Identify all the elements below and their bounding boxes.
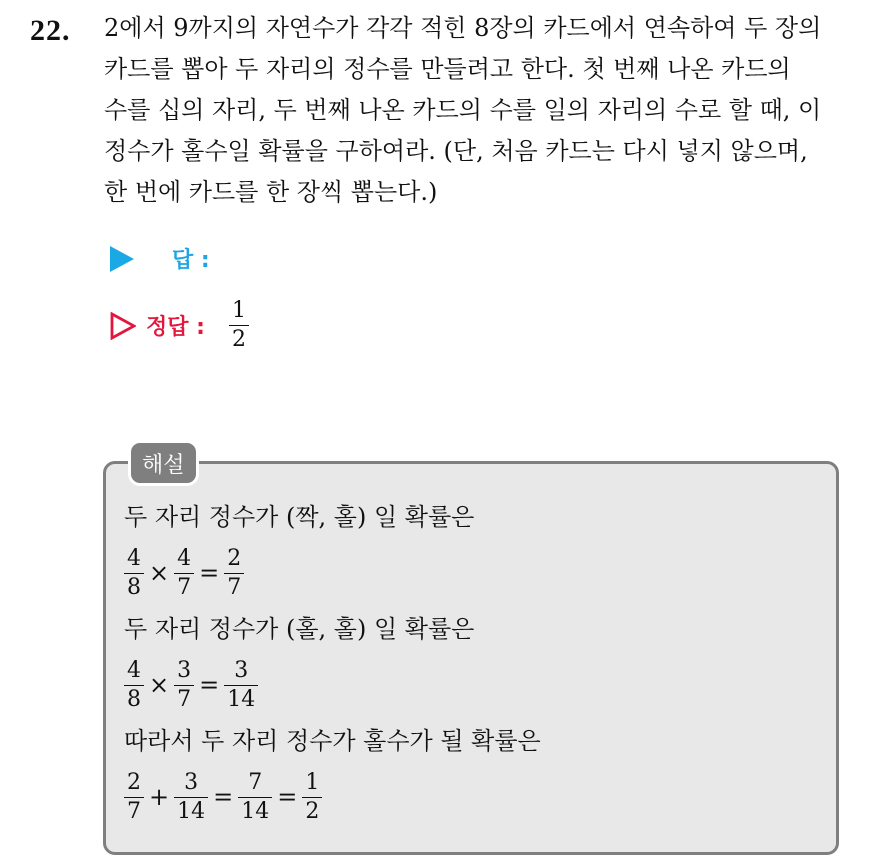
fraction-denominator: 2 [229,325,249,351]
fraction-numerator: 1 [231,298,246,323]
fraction-numerator: 4 [127,545,141,571]
fraction [174,769,208,824]
fraction [238,769,272,824]
explanation-content [124,498,541,834]
fraction-numerator: 2 [227,545,242,571]
question-line: 정수가 홀수일 확률을 구하여라. (단, 처음 카드는 다시 넣지 않으며, [104,137,808,165]
outline-triangle-icon [110,312,136,340]
fraction [224,657,258,712]
question-line: 2에서 9까지의 자연수가 각각 적힌 8장의 카드에서 연속하여 두 장의 [104,14,822,42]
fraction-numerator: 4 [177,545,192,571]
fraction-numerator: 2 [127,769,141,795]
fraction-numerator: 7 [248,769,263,795]
fraction-denominator: 8 [124,685,144,711]
fraction-denominator: 7 [174,685,194,711]
fraction-denominator: 14 [238,797,272,823]
operator: = [213,783,234,811]
explanation-tag: 해설 [128,440,199,486]
question-line: 수를 십의 자리, 두 번째 나온 카드의 수를 일의 자리의 수로 할 때, 이 [104,96,822,124]
explanation-line: 두 자리 정수가 (홀, 홀) 일 확률은 [124,615,475,643]
play-triangle-icon [110,246,134,272]
problem-block [30,8,870,213]
fraction-denominator: 8 [124,573,144,599]
question-text [104,8,870,213]
correct-answer-row [110,300,249,351]
answer-label: 답 : [172,248,210,273]
question-line: 카드를 뽑아 두 자리의 정수를 만들려고 한다. 첫 번째 나온 카드의 [104,55,791,83]
operator: = [277,783,298,811]
answer-row [110,243,210,274]
explanation-equation-3 [124,760,541,834]
fraction-denominator: 7 [174,573,194,599]
correct-answer-value [229,300,249,351]
explanation-equation-2 [124,648,541,722]
fraction [224,545,244,600]
operator: × [149,671,170,699]
fraction-denominator: 7 [224,573,244,599]
question-number: 22. [30,14,71,47]
explanation-line: 두 자리 정수가 (짝, 홀) 일 확률은 [124,503,475,531]
fraction-numerator: 3 [177,657,192,683]
fraction [174,657,194,712]
operator: + [149,783,170,811]
fraction-denominator: 7 [124,797,144,823]
fraction [174,545,194,600]
fraction-numerator: 3 [234,657,249,683]
fraction-numerator: 1 [305,769,320,795]
fraction-denominator: 14 [224,685,258,711]
fraction-denominator: 14 [174,797,208,823]
explanation-line: 따라서 두 자리 정수가 홀수가 될 확률은 [124,727,541,755]
fraction [302,769,322,824]
question-line: 한 번에 카드를 한 장씩 뽑는다.) [104,178,438,206]
fraction [124,769,144,824]
fraction [124,545,144,600]
explanation-equation-1 [124,536,541,610]
operator: × [149,559,170,587]
correct-answer-label: 정답 : [146,315,205,340]
fraction-denominator: 2 [302,797,322,823]
fraction-numerator: 3 [184,769,199,795]
fraction [124,657,144,712]
fraction-numerator: 4 [127,657,141,683]
operator: = [199,671,220,699]
operator: = [199,559,220,587]
